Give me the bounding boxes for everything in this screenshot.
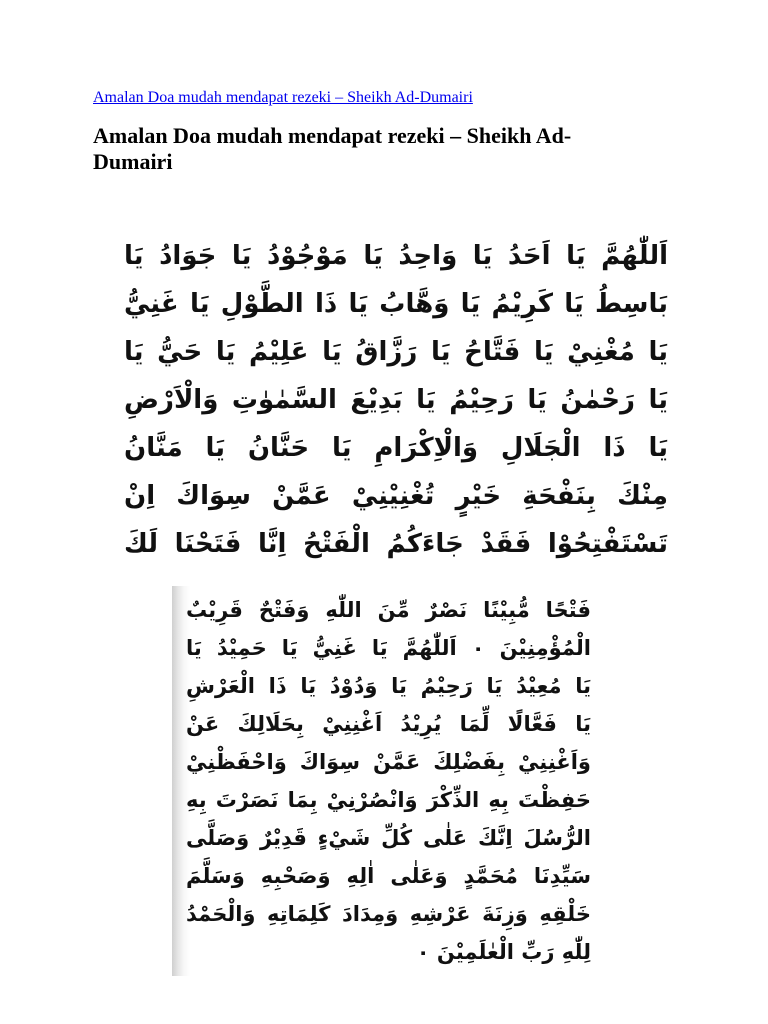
arabic-text-line: مِنْكَ بِنَفْحَةِ خَيْرٍ تُغْنِيْنِيْ عَمَّنْ سِوَاكَ اِنْ (124, 481, 668, 511)
arabic-text-line: يَا ذَا الْجَلَالِ وَالْاِكْرَامِ يَا حَنَّانُ يَا مَنَّانُ (124, 433, 668, 463)
doa-scan-image-1 (120, 228, 672, 572)
arabic-text-line: حَفِظْتَ بِهِ الذِّكْرَ وَانْصُرْنِيْ بِمَا نَصَرْتَ بِهِ (186, 788, 591, 812)
arabic-text-line: تَسْتَفْتِحُوْا فَقَدْ جَاءَكُمُ الْفَتْحُ اِنَّا فَتَحْنَا لَكَ (124, 529, 668, 559)
arabic-text-line: الْمُؤْمِنِيْنَ ٠ اَللّٰهُمَّ يَا غَنِيُّ يَا حَمِيْدُ يَا (186, 636, 591, 660)
arabic-text-line: فَتْحًا مُّبِيْنًا نَصْرٌ مِّنَ اللّٰهِ وَفَتْحٌ قَرِيْبٌ (186, 598, 591, 622)
arabic-text-line: لِلّٰهِ رَبِّ الْعٰلَمِيْنَ ٠ (416, 940, 591, 964)
post-heading: Amalan Doa mudah mendapat rezeki – Sheikh Ad-Dumairi (93, 123, 572, 174)
arabic-text-line: يَا رَحْمٰنُ يَا رَحِيْمُ يَا بَدِيْعَ السَّمٰوٰتِ وَالْاَرْضِ (124, 385, 668, 415)
post-title-link[interactable]: Amalan Doa mudah mendapat rezeki – Sheikh Ad-Dumairi (93, 89, 473, 106)
arabic-text-line: اَللّٰهُمَّ يَا اَحَدُ يَا وَاحِدُ يَا مَوْجُوْدُ يَا جَوَادُ يَا (124, 241, 668, 271)
doa-scan-image-2 (172, 586, 597, 976)
arabic-text-line: وَاَغْنِنِيْ بِفَضْلِكَ عَمَّنْ سِوَاكَ وَاحْفَظْنِيْ (186, 750, 591, 774)
arabic-text-line: الرُّسُلَ اِنَّكَ عَلٰى كُلِّ شَيْءٍ قَدِيْرٌ وَصَلَّى (186, 826, 591, 850)
arabic-text-line: يَا مُعِيْدُ يَا رَحِيْمُ يَا وَدُوْدُ يَا ذَا الْعَرْشِ (186, 674, 591, 698)
arabic-text-line: يَا فَعَّالًا لِّمَا يُرِيْدُ اَغْنِنِيْ بِحَلَالِكَ عَنْ (186, 712, 591, 736)
arabic-text-line: سَيِّدِنَا مُحَمَّدٍ وَعَلٰى اٰلِهِ وَصَحْبِهِ وَسَلَّمَ (186, 864, 591, 888)
arabic-text-line: خَلْقِهِ وَزِنَةَ عَرْشِهِ وَمِدَادَ كَلِمَاتِهِ وَالْحَمْدُ (186, 902, 591, 926)
arabic-text-line: يَا مُغْنِيْ يَا فَتَّاحُ يَا رَزَّاقُ يَا عَلِيْمُ يَا حَيُّ يَا (124, 337, 668, 367)
arabic-text-line: بَاسِطُ يَا كَرِيْمُ يَا وَهَّابُ يَا ذَا الطَّوْلِ يَا غَنِيُّ (124, 289, 668, 319)
